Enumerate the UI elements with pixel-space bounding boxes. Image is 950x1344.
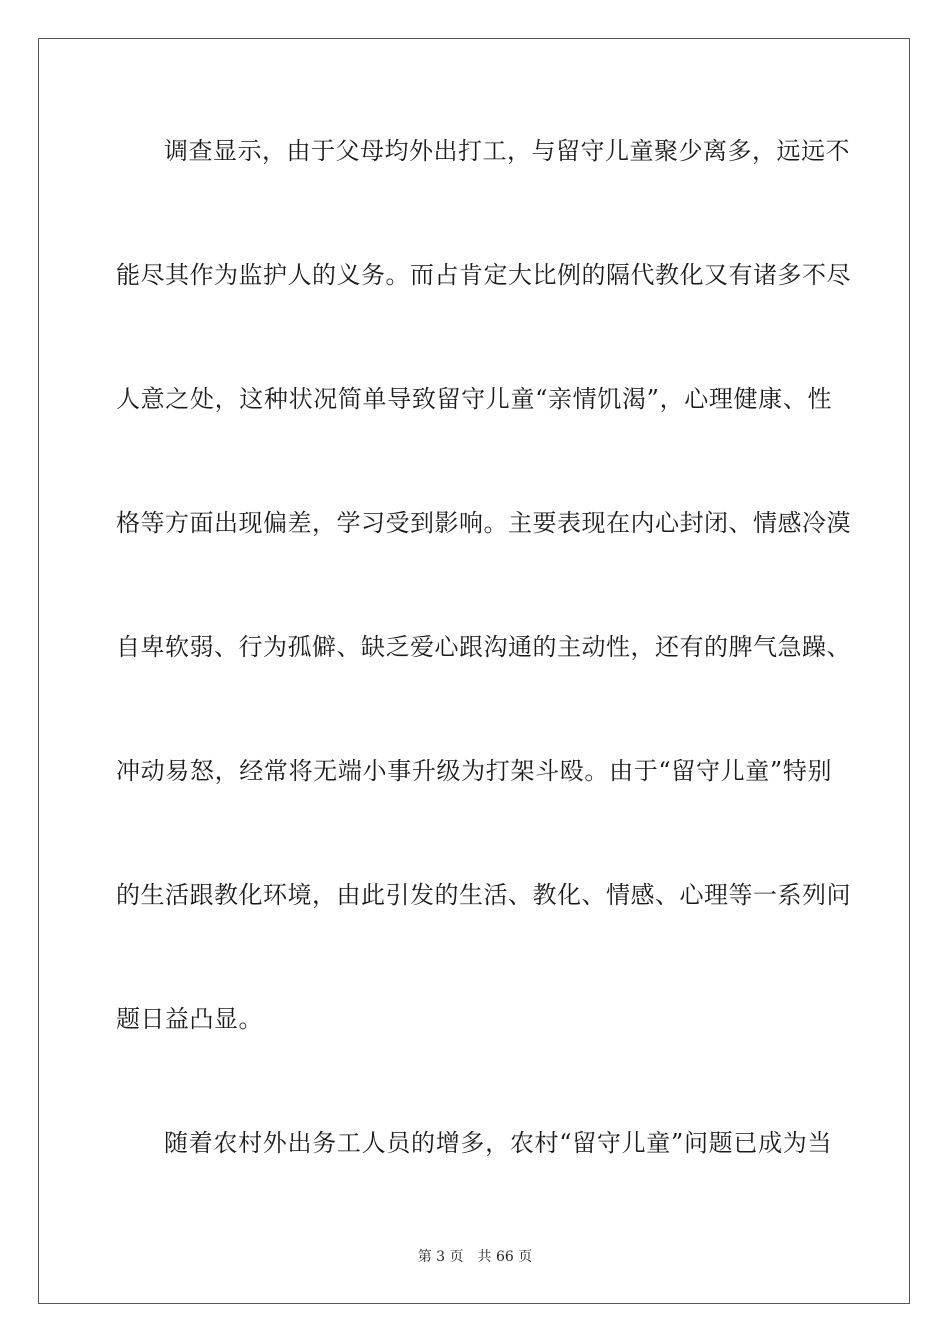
page-number: 第 3 页: [417, 1249, 464, 1265]
paragraph-1-line-5: 自卑软弱、行为孤僻、缺乏爱心跟沟通的主动性，还有的脾气急躁、: [116, 633, 851, 661]
paragraph-1-line-2: 能尽其作为监护人的义务。而占肯定大比例的隔代教化又有诸多不尽: [116, 261, 851, 289]
paragraph-2-line-1: 随着农村外出务工人员的增多，农村“留守儿童”问题已成为当: [164, 1129, 832, 1157]
paragraph-1-line-7: 的生活跟教化环境，由此引发的生活、教化、情感、心理等一系列问: [116, 881, 851, 909]
page-total: 共 66 页: [477, 1249, 533, 1265]
paragraph-1-line-3: 人意之处，这种状况简单导致留守儿童“亲情饥渴”，心理健康、性: [116, 385, 832, 413]
paragraph-1-line-1: 调查显示，由于父母均外出打工，与留守儿童聚少离多，远远不: [164, 137, 850, 165]
paragraph-1-line-4: 格等方面出现偏差，学习受到影响。主要表现在内心封闭、情感冷漠: [116, 509, 851, 537]
page-footer: [0, 1246, 950, 1266]
paragraph-1-line-8: 题日益凸显。: [116, 1005, 263, 1033]
paragraph-1-line-6: 冲动易怒，经常将无端小事升级为打架斗殴。由于“留守儿童”特别: [116, 757, 832, 785]
